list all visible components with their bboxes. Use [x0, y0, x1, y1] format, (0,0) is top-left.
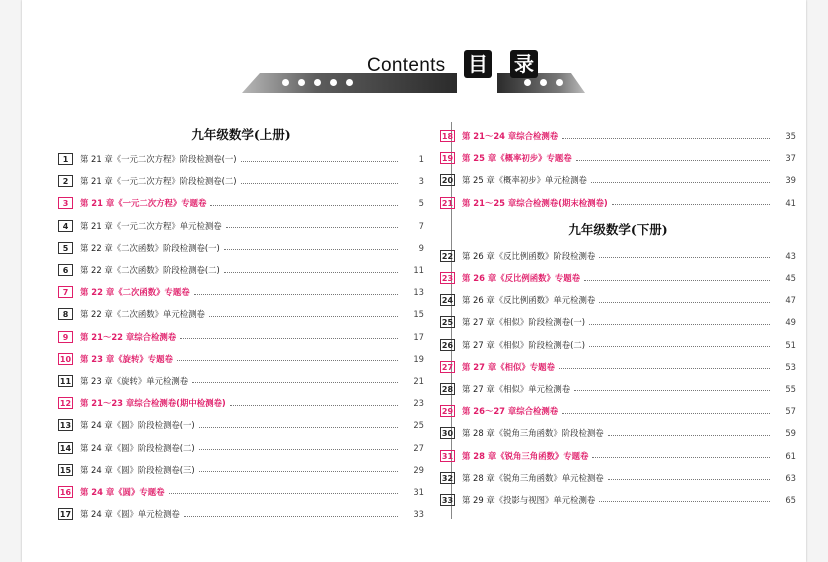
toc-entry[interactable] — [58, 259, 424, 281]
dot-leader — [589, 324, 770, 325]
document-page — [22, 0, 806, 562]
toc-entry[interactable] — [58, 459, 424, 481]
entry-number-box: 7 — [58, 286, 73, 298]
entry-page-number: 47 — [785, 295, 796, 306]
entry-title: 第 24 章《圆》单元检测卷 — [80, 509, 180, 520]
entry-page-number: 9 — [418, 242, 424, 253]
toc-entry[interactable] — [440, 444, 796, 466]
entry-title: 第 24 章《圆》专题卷 — [80, 486, 165, 497]
toc-list-upper — [58, 148, 424, 525]
toc-entry[interactable] — [58, 192, 424, 214]
toc-entry[interactable] — [440, 267, 796, 289]
dot-leader — [612, 204, 770, 205]
entry-number-box: 4 — [58, 220, 73, 232]
dot-leader — [562, 138, 770, 139]
toc-entry[interactable] — [440, 356, 796, 378]
entry-number-box: 23 — [441, 274, 454, 284]
entry-page-number: 15 — [413, 309, 424, 320]
dot-leader — [608, 435, 770, 436]
entry-number-box: 8 — [58, 308, 73, 320]
entry-number-box: 18 — [441, 132, 454, 142]
entry-page-number: 33 — [413, 509, 424, 520]
dot-leader — [199, 471, 398, 472]
entry-title: 第 28 章《锐角三角函数》阶段检测卷 — [462, 428, 604, 439]
entry-page-number: 39 — [785, 175, 796, 186]
toc-entry[interactable] — [440, 422, 796, 444]
toc-entry[interactable] — [58, 170, 424, 192]
toc-entry[interactable] — [440, 467, 796, 489]
entry-number-box: 9 — [58, 331, 73, 343]
entry-page-number: 35 — [785, 131, 796, 142]
entry-page-number: 5 — [418, 198, 424, 209]
toc-entry[interactable] — [58, 481, 424, 503]
dot-leader — [599, 257, 770, 258]
entry-title: 第 21～22 章综合检测卷 — [80, 331, 177, 342]
entry-title: 第 27 章《相似》阶段检测卷(一) — [462, 317, 586, 328]
toc-entry[interactable] — [440, 378, 796, 400]
section-title-lower: 九年级数学(下册) — [568, 221, 668, 237]
toc-entry[interactable] — [58, 392, 424, 414]
contents-word: Contents — [367, 55, 446, 76]
entry-title: 第 23 章《旋转》专题卷 — [80, 353, 173, 364]
entry-title: 第 28 章《锐角三角函数》专题卷 — [462, 450, 589, 461]
entry-page-number: 57 — [785, 406, 796, 417]
entry-title: 第 26～27 章综合检测卷 — [462, 406, 559, 417]
entry-title: 第 27 章《相似》单元检测卷 — [462, 383, 571, 394]
entry-number-box: 30 — [441, 429, 454, 439]
dot-leader — [576, 160, 770, 161]
entry-page-number: 63 — [785, 472, 796, 483]
dot-leader — [241, 183, 398, 184]
toc-entry[interactable] — [58, 348, 424, 370]
toc-entry[interactable] — [440, 289, 796, 311]
toc-entry[interactable] — [440, 400, 796, 422]
entry-number-box: 27 — [441, 362, 454, 372]
toc-entry[interactable] — [58, 303, 424, 325]
entry-page-number: 7 — [418, 220, 424, 231]
entry-title: 第 24 章《圆》阶段检测卷(一) — [80, 420, 195, 431]
dot-leader — [226, 227, 398, 228]
dot-leader — [184, 516, 398, 517]
toc-list-upper-continued — [440, 125, 796, 214]
dot-leader — [194, 294, 398, 295]
toc-entry[interactable] — [440, 192, 796, 214]
title-char-lu: 录 — [510, 50, 538, 78]
toc-entry[interactable] — [58, 436, 424, 458]
dot-leader — [592, 457, 770, 458]
entry-title: 第 26 章《反比例函数》阶段检测卷 — [462, 250, 596, 261]
entry-title: 第 26 章《反比例函数》单元检测卷 — [462, 295, 596, 306]
toc-list-lower — [440, 245, 796, 511]
entry-page-number: 17 — [413, 331, 424, 342]
dot-leader — [591, 182, 770, 183]
toc-entry[interactable] — [58, 326, 424, 348]
entry-page-number: 61 — [785, 450, 796, 461]
toc-entry[interactable] — [58, 503, 424, 525]
header-dots-right — [524, 79, 563, 86]
entry-number-box: 17 — [59, 510, 72, 520]
dot-leader — [608, 479, 770, 480]
entry-title: 第 28 章《锐角三角函数》单元检测卷 — [462, 472, 604, 483]
entry-page-number: 53 — [785, 361, 796, 372]
entry-title: 第 24 章《圆》阶段检测卷(三) — [80, 464, 195, 475]
entry-page-number: 1 — [418, 154, 424, 165]
entry-title: 第 22 章《二次函数》单元检测卷 — [80, 309, 205, 320]
dot-leader — [599, 501, 770, 502]
entry-number-box: 2 — [58, 175, 73, 187]
entry-number-box: 12 — [59, 399, 72, 409]
entry-title: 第 21～23 章综合检测卷(期中检测卷) — [80, 398, 226, 409]
toc-entry[interactable] — [58, 414, 424, 436]
title-char-mu: 目 — [464, 50, 492, 78]
dot-leader — [559, 368, 770, 369]
toc-entry[interactable] — [440, 169, 796, 191]
toc-entry[interactable] — [440, 147, 796, 169]
section-title-upper: 九年级数学(上册) — [191, 127, 291, 142]
dot-leader — [224, 249, 398, 250]
entry-page-number: 59 — [785, 428, 796, 439]
dot-leader — [199, 427, 398, 428]
entry-number-box: 15 — [59, 465, 72, 475]
entry-page-number: 65 — [785, 494, 796, 505]
dot-leader — [584, 280, 770, 281]
entry-number-box: 16 — [59, 487, 72, 497]
entry-title: 第 25 章《概率初步》单元检测卷 — [462, 175, 587, 186]
toc-entry[interactable] — [440, 311, 796, 333]
entry-number-box: 11 — [59, 376, 72, 386]
header-dots-left — [282, 79, 353, 86]
entry-page-number: 43 — [785, 250, 796, 261]
entry-number-box: 25 — [441, 318, 454, 328]
entry-title: 第 22 章《二次函数》阶段检测卷(二) — [80, 265, 220, 276]
entry-title: 第 26 章《反比例函数》专题卷 — [462, 273, 580, 284]
toc-entry[interactable] — [58, 237, 424, 259]
entry-page-number: 51 — [785, 339, 796, 350]
toc-entry[interactable] — [58, 281, 424, 303]
entry-title: 第 21～24 章综合检测卷 — [462, 131, 559, 142]
entry-title: 第 21 章《一元二次方程》阶段检测卷(一) — [80, 154, 237, 165]
entry-number-box: 20 — [441, 176, 454, 186]
entry-title: 第 24 章《圆》阶段检测卷(二) — [80, 442, 195, 453]
dot-leader — [589, 346, 770, 347]
entry-page-number: 23 — [413, 398, 424, 409]
entry-number-box: 10 — [59, 354, 72, 364]
entry-number-box: 14 — [59, 443, 72, 453]
entry-page-number: 49 — [785, 317, 796, 328]
entry-number-box: 19 — [441, 154, 454, 164]
entry-page-number: 11 — [413, 265, 424, 276]
entry-number-box: 28 — [441, 384, 454, 394]
entry-number-box: 33 — [441, 495, 454, 505]
toc-entry[interactable] — [58, 215, 424, 237]
entry-title: 第 21 章《一元二次方程》单元检测卷 — [80, 220, 222, 231]
entry-number-box: 5 — [58, 242, 73, 254]
entry-page-number: 31 — [413, 486, 424, 497]
toc-right-column — [440, 125, 796, 511]
dot-leader — [177, 360, 398, 361]
entry-number-box: 3 — [58, 197, 73, 209]
toc-entry[interactable] — [440, 334, 796, 356]
entry-number-box: 6 — [58, 264, 73, 276]
entry-title: 第 29 章《投影与视图》单元检测卷 — [462, 494, 596, 505]
entry-number-box: 22 — [441, 251, 454, 261]
entry-title: 第 25 章《概率初步》专题卷 — [462, 153, 572, 164]
dot-leader — [180, 338, 398, 339]
toc-entry[interactable] — [58, 370, 424, 392]
entry-number-box: 21 — [441, 198, 454, 208]
entry-number-box: 1 — [58, 153, 73, 165]
toc-entry[interactable] — [58, 148, 424, 170]
toc-entry[interactable] — [440, 489, 796, 511]
toc-entry[interactable] — [440, 125, 796, 147]
entry-page-number: 27 — [413, 442, 424, 453]
entry-title: 第 22 章《二次函数》专题卷 — [80, 287, 190, 298]
entry-page-number: 13 — [413, 287, 424, 298]
entry-number-box: 29 — [441, 407, 454, 417]
entry-title: 第 21 章《一元二次方程》阶段检测卷(二) — [80, 176, 237, 187]
entry-title: 第 27 章《相似》阶段检测卷(二) — [462, 339, 586, 350]
entry-number-box: 24 — [441, 296, 454, 306]
toc-entry[interactable] — [440, 245, 796, 267]
entry-number-box: 32 — [441, 473, 454, 483]
entry-page-number: 45 — [785, 273, 796, 284]
dot-leader — [169, 493, 399, 494]
entry-number-box: 26 — [441, 340, 454, 350]
dot-leader — [230, 405, 398, 406]
entry-title: 第 27 章《相似》专题卷 — [462, 361, 555, 372]
dot-leader — [241, 161, 398, 162]
dot-leader — [224, 272, 398, 273]
dot-leader — [199, 449, 398, 450]
dot-leader — [574, 390, 770, 391]
dot-leader — [210, 205, 398, 206]
toc-left-column — [58, 128, 424, 525]
entry-number-box: 31 — [441, 451, 454, 461]
entry-title: 第 21～25 章综合检测卷(期末检测卷) — [462, 197, 608, 208]
entry-page-number: 41 — [785, 197, 796, 208]
entry-number-box: 13 — [59, 421, 72, 431]
entry-page-number: 21 — [413, 375, 424, 386]
contents-header — [242, 46, 602, 106]
entry-title: 第 22 章《二次函数》阶段检测卷(一) — [80, 242, 220, 253]
dot-leader — [209, 316, 398, 317]
entry-title: 第 23 章《旋转》单元检测卷 — [80, 375, 189, 386]
entry-title: 第 21 章《一元二次方程》专题卷 — [80, 198, 207, 209]
entry-page-number: 55 — [785, 383, 796, 394]
entry-page-number: 25 — [413, 420, 424, 431]
entry-page-number: 37 — [785, 153, 796, 164]
entry-page-number: 29 — [413, 464, 424, 475]
entry-page-number: 3 — [418, 176, 424, 187]
dot-leader — [599, 302, 770, 303]
dot-leader — [562, 413, 770, 414]
entry-page-number: 19 — [413, 353, 424, 364]
dot-leader — [192, 382, 398, 383]
